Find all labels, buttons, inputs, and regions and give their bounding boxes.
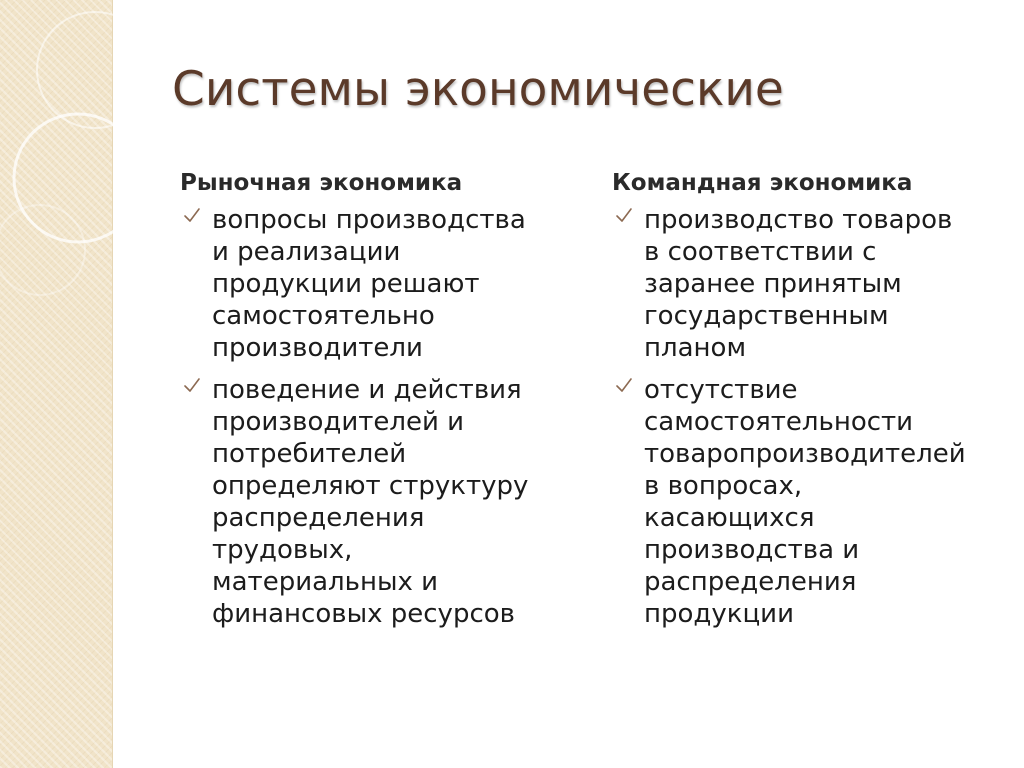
bullet-line: товаропроизводителей (644, 439, 966, 469)
bullet-line: поведение и действия (212, 375, 522, 405)
bullet-line: производители (212, 333, 423, 363)
decorative-circles-icon (0, 0, 140, 300)
bullet-line: государственным (644, 301, 889, 331)
slide-title: Системы экономические (172, 62, 784, 117)
bullet-line: продукции (644, 599, 794, 629)
bullet-line: самостоятельности (644, 407, 914, 437)
bullet-line: производство товаров (644, 205, 953, 235)
checkmark-icon (614, 205, 634, 225)
bullet-line: потребителей (212, 439, 407, 469)
checkmark-icon (614, 375, 634, 395)
checkmark-icon (182, 205, 202, 225)
list-item (180, 374, 580, 630)
bullet-line: заранее принятым (644, 269, 902, 299)
bullet-line: самостоятельно (212, 301, 435, 331)
bullet-line: финансовых ресурсов (212, 599, 515, 629)
bullet-line: определяют структуру (212, 471, 529, 501)
bullet-line: производства и (644, 535, 860, 565)
bullet-line: распределения (212, 503, 425, 533)
market-economy-heading: Рыночная экономика (180, 170, 463, 196)
bullet-line: трудовых, (212, 535, 353, 565)
bullet-line: отсутствие (644, 375, 798, 405)
bullet-line: в вопросах, (644, 471, 803, 501)
bullet-line: материальных и (212, 567, 439, 597)
bullet-line: планом (644, 333, 747, 363)
command-economy-column (612, 170, 1012, 640)
bullet-line: вопросы производства (212, 205, 526, 235)
list-item (612, 204, 1012, 364)
list-item (612, 374, 1012, 630)
bullet-line: распределения (644, 567, 857, 597)
list-item (180, 204, 580, 364)
bullet-line: касающихся (644, 503, 815, 533)
command-economy-heading: Командная экономика (612, 170, 913, 196)
bullet-line: производителей и (212, 407, 465, 437)
checkmark-icon (182, 375, 202, 395)
bullet-line: и реализации (212, 237, 401, 267)
bullet-line: в соответствии с (644, 237, 877, 267)
bullet-line: продукции решают (212, 269, 480, 299)
market-economy-column (180, 170, 580, 640)
